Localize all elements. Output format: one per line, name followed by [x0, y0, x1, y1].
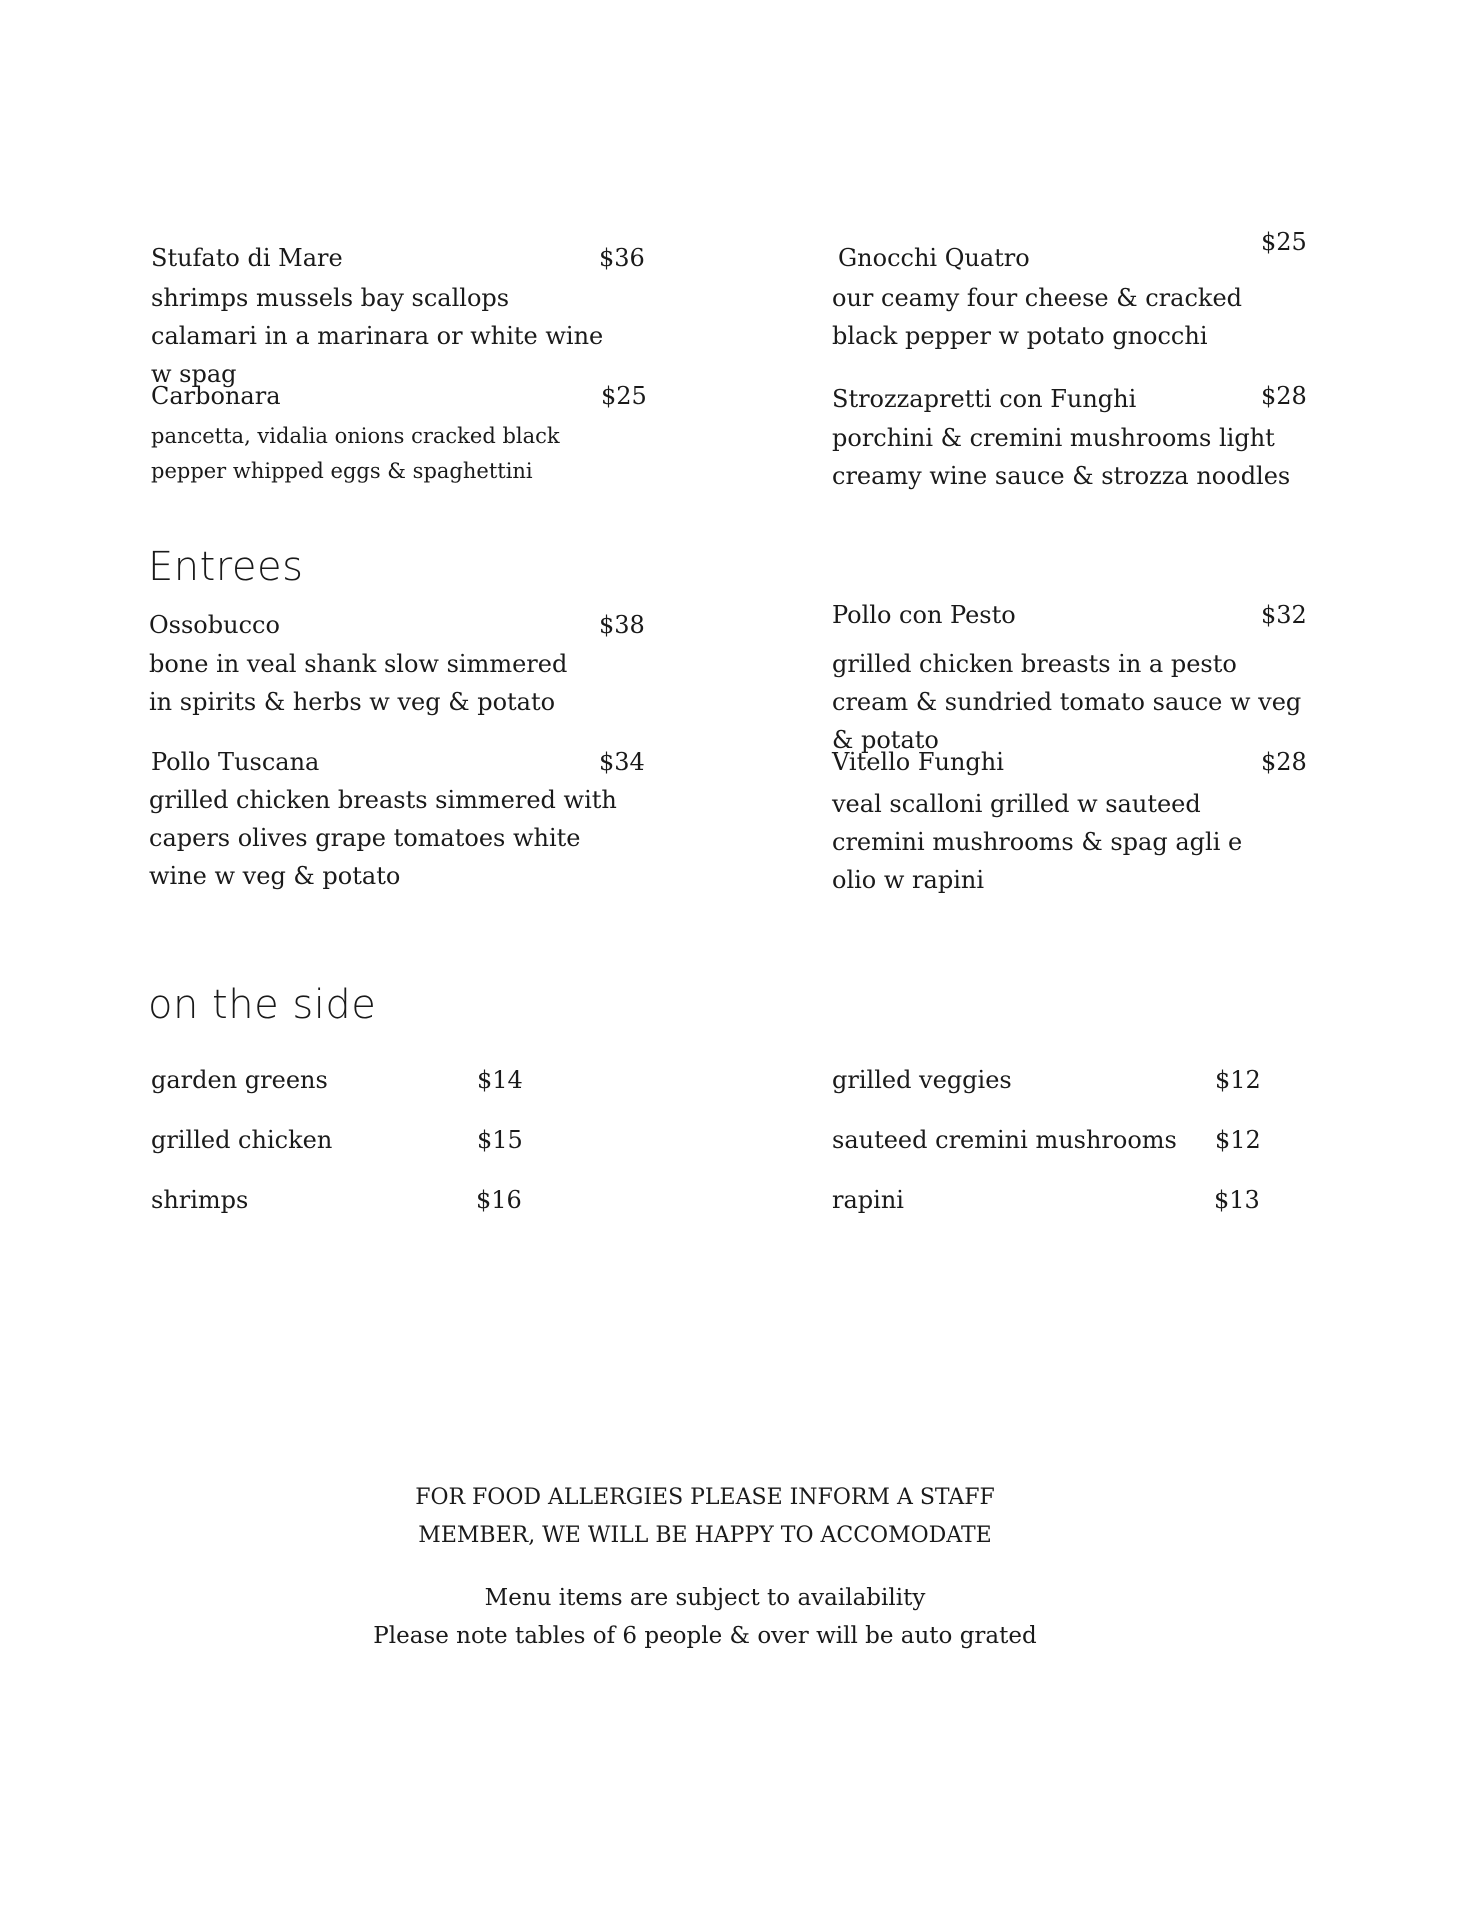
item-name: Carbonara: [151, 382, 281, 410]
item-price: $38: [599, 611, 645, 639]
allergy-line: FOR FOOD ALLERGIES PLEASE INFORM A STAFF: [415, 1485, 995, 1510]
gratuity-note: Please note tables of 6 people & over will be auto grated: [373, 1623, 1037, 1649]
item-name: Gnocchi Quatro: [838, 244, 1030, 272]
item-price: $25: [1261, 228, 1307, 256]
side-price: $13: [1214, 1186, 1260, 1214]
item-price: $28: [1261, 748, 1307, 776]
side-price: $15: [477, 1126, 523, 1154]
item-description: porchini & cremini mushrooms light creamy wine sauce & strozza noodles: [832, 424, 1291, 490]
item-price: $34: [599, 748, 645, 776]
item-name: Strozzapretti con Funghi: [832, 385, 1137, 413]
side-price: $12: [1215, 1126, 1261, 1154]
side-price: $16: [476, 1186, 522, 1214]
side-name: garden greens: [151, 1066, 328, 1094]
allergy-line: MEMBER, WE WILL BE HAPPY TO ACCOMODATE: [418, 1523, 992, 1548]
section-heading-sides: on the side: [148, 982, 377, 1028]
availability-note: Menu items are subject to availability: [484, 1585, 926, 1611]
item-description: our ceamy four cheese & cracked black pepper w potato gnocchi: [832, 284, 1243, 350]
side-price: $14: [477, 1066, 523, 1094]
item-name: Vitello Funghi: [832, 748, 1004, 776]
item-name: Pollo con Pesto: [832, 601, 1016, 629]
item-price: $36: [599, 244, 645, 272]
item-name: Ossobucco: [149, 611, 280, 639]
item-description: pancetta, vidalia onions cracked black pepper whipped eggs & spaghettini: [151, 424, 560, 483]
side-name: shrimps: [151, 1186, 249, 1214]
item-description: grilled chicken breasts simmered with capers olives grape tomatoes white wine w veg & potato: [149, 786, 617, 890]
item-price: $28: [1261, 382, 1307, 410]
side-price: $12: [1215, 1066, 1261, 1094]
item-description: veal scalloni grilled w sauteed cremini mushrooms & spag agli e olio w rapini: [832, 790, 1243, 894]
side-name: sauteed cremini mushrooms: [832, 1126, 1177, 1154]
side-name: rapini: [832, 1186, 904, 1214]
item-description: bone in veal shank slow simmered in spirits & herbs w veg & potato: [149, 650, 568, 716]
side-name: grilled chicken: [151, 1126, 333, 1154]
item-name: Stufato di Mare: [151, 244, 343, 272]
section-heading-entrees: Entrees: [148, 544, 304, 590]
item-price: $25: [601, 382, 647, 410]
item-description: shrimps mussels bay scallops calamari in a marinara or white wine w spag: [151, 284, 604, 388]
item-description: grilled chicken breasts in a pesto cream & sundried tomato sauce w veg & potato: [832, 650, 1302, 754]
item-name: Pollo Tuscana: [151, 748, 320, 776]
item-price: $32: [1261, 601, 1307, 629]
side-name: grilled veggies: [832, 1066, 1012, 1094]
